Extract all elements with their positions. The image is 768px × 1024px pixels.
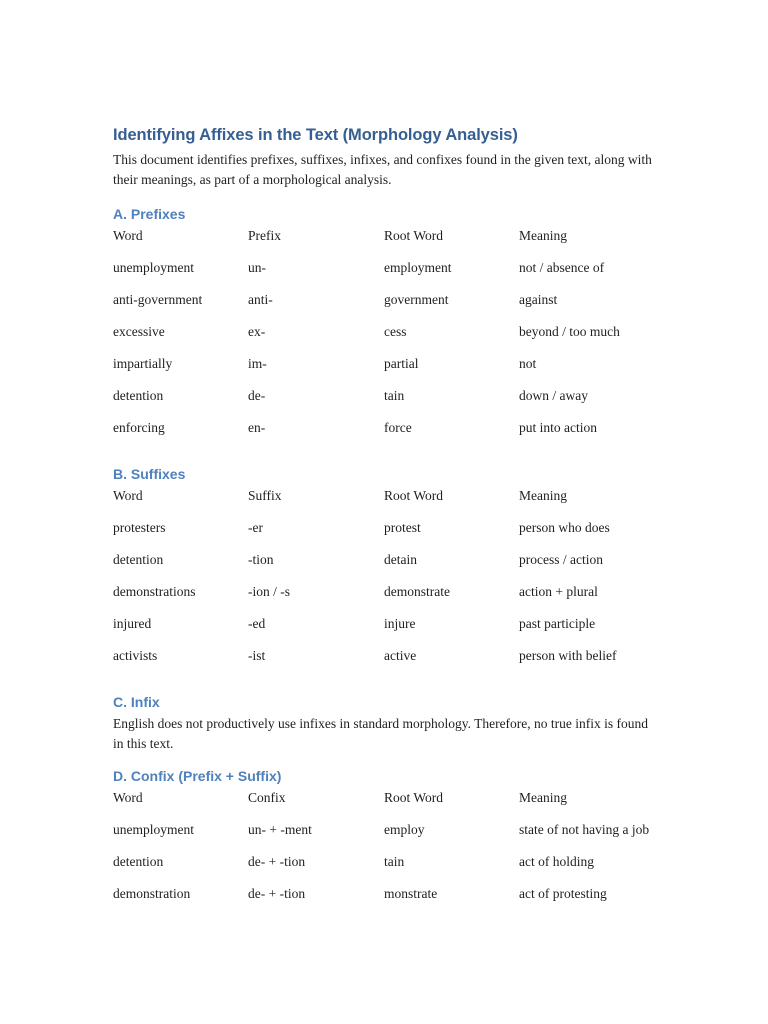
table-row — [113, 614, 658, 634]
cell-root: protest — [384, 520, 421, 535]
cell-affix: de- + -tion — [248, 886, 306, 901]
table-row — [113, 646, 658, 666]
column-header: Word — [113, 790, 143, 805]
cell-meaning: past participle — [519, 616, 596, 631]
column-header: Prefix — [248, 228, 281, 243]
cell-affix: im- — [248, 356, 267, 371]
cell-affix: -er — [248, 520, 263, 535]
cell-meaning: person with belief — [519, 648, 617, 663]
table-header-row — [113, 486, 658, 506]
confix-table — [113, 788, 658, 904]
column-header: Root Word — [384, 790, 444, 805]
cell-meaning: process / action — [519, 552, 603, 567]
section-heading-confix: D. Confix (Prefix + Suffix) — [113, 768, 282, 784]
document-page — [113, 124, 658, 916]
cell-word: demonstration — [113, 886, 191, 901]
column-header: Confix — [248, 790, 286, 805]
cell-root: demonstrate — [384, 584, 450, 599]
cell-affix: de- — [248, 388, 266, 403]
cell-root: detain — [384, 552, 417, 567]
cell-word: activists — [113, 648, 158, 663]
cell-affix: -ist — [248, 648, 266, 663]
table-row — [113, 322, 658, 342]
cell-meaning: beyond / too much — [519, 324, 620, 339]
section-heading-infix: C. Infix — [113, 694, 160, 710]
cell-affix: ex- — [248, 324, 266, 339]
table-row — [113, 852, 658, 872]
cell-word: enforcing — [113, 420, 165, 435]
cell-meaning: person who does — [519, 520, 610, 535]
table-row — [113, 518, 658, 538]
cell-affix: un- + -ment — [248, 822, 312, 837]
cell-word: excessive — [113, 324, 165, 339]
table-row — [113, 418, 658, 438]
column-header: Suffix — [248, 488, 282, 503]
cell-root: tain — [384, 388, 405, 403]
suffixes-table — [113, 486, 658, 666]
cell-meaning: against — [519, 292, 558, 307]
table-row — [113, 884, 658, 904]
table-header-row — [113, 226, 658, 246]
cell-word: demonstrations — [113, 584, 196, 599]
section-heading-suffixes: B. Suffixes — [113, 466, 186, 482]
cell-word: injured — [113, 616, 152, 631]
cell-word: unemployment — [113, 822, 194, 837]
cell-root: monstrate — [384, 886, 438, 901]
cell-root: active — [384, 648, 417, 663]
cell-affix: en- — [248, 420, 266, 435]
column-header: Word — [113, 488, 143, 503]
cell-meaning: not / absence of — [519, 260, 605, 275]
cell-word: detention — [113, 854, 164, 869]
table-row — [113, 550, 658, 570]
cell-word: anti-government — [113, 292, 203, 307]
column-header: Meaning — [519, 228, 567, 243]
column-header: Meaning — [519, 488, 567, 503]
document-title: Identifying Affixes in the Text (Morphology Analysis) — [113, 126, 518, 144]
cell-meaning: act of holding — [519, 854, 594, 869]
cell-word: protesters — [113, 520, 166, 535]
table-row — [113, 258, 658, 278]
column-header: Root Word — [384, 488, 444, 503]
cell-word: detention — [113, 388, 164, 403]
cell-meaning: not — [519, 356, 537, 371]
infix-paragraph: English does not productively use infixes in standard morphology. Therefore, no true infix is found in this text. — [113, 716, 649, 751]
table-row — [113, 386, 658, 406]
column-header: Meaning — [519, 790, 567, 805]
cell-root: force — [384, 420, 412, 435]
intro-paragraph: This document identifies prefixes, suffixes, infixes, and confixes found in the given text, along with their meanings, as part of a morphological analysis. — [113, 152, 652, 187]
table-row — [113, 290, 658, 310]
cell-root: injure — [384, 616, 416, 631]
column-header: Word — [113, 228, 143, 243]
column-header: Root Word — [384, 228, 444, 243]
cell-meaning: act of protesting — [519, 886, 607, 901]
table-row — [113, 820, 658, 840]
cell-affix: -ed — [248, 616, 266, 631]
cell-meaning: put into action — [519, 420, 597, 435]
prefixes-table — [113, 226, 658, 438]
table-row — [113, 354, 658, 374]
cell-affix: -ion / -s — [248, 584, 290, 599]
cell-affix: un- — [248, 260, 266, 275]
cell-meaning: down / away — [519, 388, 588, 403]
cell-root: employ — [384, 822, 425, 837]
cell-root: cess — [384, 324, 407, 339]
cell-root: government — [384, 292, 449, 307]
cell-word: impartially — [113, 356, 173, 371]
section-heading-prefixes: A. Prefixes — [113, 206, 186, 222]
cell-meaning: state of not having a job — [519, 822, 650, 837]
cell-root: tain — [384, 854, 405, 869]
cell-root: employment — [384, 260, 452, 275]
cell-word: detention — [113, 552, 164, 567]
table-row — [113, 582, 658, 602]
cell-affix: anti- — [248, 292, 273, 307]
cell-meaning: action + plural — [519, 584, 598, 599]
cell-root: partial — [384, 356, 419, 371]
cell-affix: de- + -tion — [248, 854, 306, 869]
cell-word: unemployment — [113, 260, 194, 275]
table-header-row — [113, 788, 658, 808]
cell-affix: -tion — [248, 552, 274, 567]
